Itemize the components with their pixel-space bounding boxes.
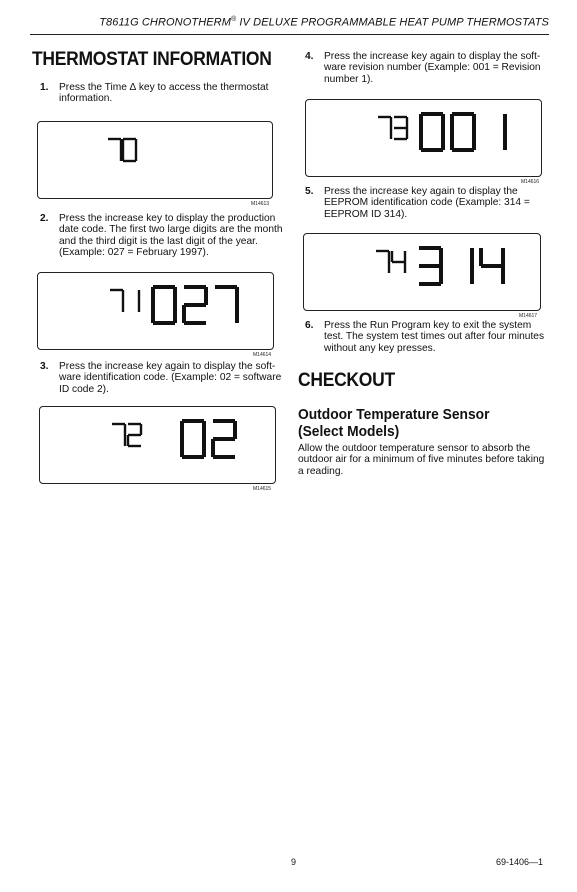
lcd-digit-2 <box>128 424 141 446</box>
lcd-digit-3 <box>394 117 407 139</box>
lcd-digit-0 <box>452 114 474 150</box>
lcd-large-digits <box>421 114 505 150</box>
lcd-small-digits <box>112 424 141 446</box>
step-number: 3. <box>40 361 49 372</box>
lcd-small-digits <box>110 290 139 312</box>
registered-mark: ® <box>230 16 237 23</box>
header-title-pre: T8611G CHRONOTHERM <box>99 16 231 29</box>
lcd-digit-0 <box>182 421 204 457</box>
subsection-title-line-2: (Select Models) <box>298 423 400 440</box>
figure-id: M14616 <box>521 179 540 185</box>
lcd-display <box>39 406 276 484</box>
lcd-digit-4 <box>392 251 405 273</box>
lcd-digit-0 <box>123 139 136 161</box>
lcd-digit-2 <box>184 287 206 323</box>
step-number: 1. <box>40 82 49 93</box>
step-number: 2. <box>40 213 49 224</box>
lcd-large-digits <box>153 287 237 323</box>
lcd-display <box>303 233 541 311</box>
checkout-paragraph: Allow the outdoor temperature sensor to absorb the outdoor air for a minimum of five minutes before taking a reading. <box>298 443 545 477</box>
document-number: 69-1406—1 <box>496 857 544 867</box>
lcd-large-digits <box>419 248 503 284</box>
header-rule <box>30 34 549 35</box>
lcd-digits <box>304 234 540 310</box>
section-title-checkout: CHECKOUT <box>298 370 395 391</box>
lcd-display <box>37 121 273 199</box>
lcd-digit-2 <box>213 421 235 457</box>
lcd-digit-7 <box>112 424 125 446</box>
lcd-digit-7 <box>110 290 123 312</box>
page-header <box>30 16 549 29</box>
lcd-digit-7 <box>376 251 389 273</box>
subsection-title-line-1: Outdoor Temperature Sensor <box>298 406 490 423</box>
lcd-digit-0 <box>153 287 175 323</box>
step-number: 5. <box>305 186 314 197</box>
lcd-display <box>305 99 542 177</box>
lcd-digit-7 <box>108 139 121 161</box>
lcd-digit-7 <box>215 287 237 323</box>
step-text: Press the Time ∆ key to access the thermostat information. <box>59 82 269 105</box>
lcd-small-digits <box>38 122 272 198</box>
lcd-small-digits <box>378 117 407 139</box>
lcd-digit-4 <box>481 248 503 284</box>
page-number: 9 <box>291 857 297 867</box>
step-text: Press the increase key again to display the soft-ware identification code. (Example: 02 = software ID code 2). <box>59 361 282 395</box>
lcd-digits <box>40 407 275 483</box>
lcd-digits <box>38 273 273 349</box>
lcd-digit-0 <box>421 114 443 150</box>
step-number: 6. <box>305 320 314 331</box>
lcd-digits <box>306 100 541 176</box>
subsection-title <box>298 406 489 440</box>
step-text: Press the Run Program key to exit the system test. The system test times out after four minutes without any key presses. <box>324 320 545 354</box>
figure-id: M14613 <box>251 201 270 207</box>
step-text: Press the increase key to display the production date code. The first two large digits are the month and the third digit is the last digit of the year. (Example: 027 = February 1997). <box>59 213 283 259</box>
lcd-digit-7 <box>378 117 391 139</box>
figure-id: M14614 <box>253 352 272 358</box>
header-title-post: IV DELUXE PROGRAMMABLE HEAT PUMP THERMOSTATS <box>236 16 549 29</box>
step-number: 4. <box>305 51 314 62</box>
step-text: Press the increase key again to display the EEPROM identification code (Example: 314 = EEPROM ID 314). <box>324 186 530 220</box>
section-title-thermostat-information: THERMOSTAT INFORMATION <box>32 49 272 70</box>
figure-id: M14617 <box>519 313 538 319</box>
lcd-digit-3 <box>419 248 441 284</box>
step-text: Press the increase key again to display the soft-ware revision number (Example: 001 = Revision number 1). <box>324 51 541 85</box>
figure-id: M14615 <box>253 486 272 492</box>
lcd-small-digits <box>376 251 405 273</box>
lcd-display <box>37 272 274 350</box>
lcd-large-digits <box>182 421 235 457</box>
